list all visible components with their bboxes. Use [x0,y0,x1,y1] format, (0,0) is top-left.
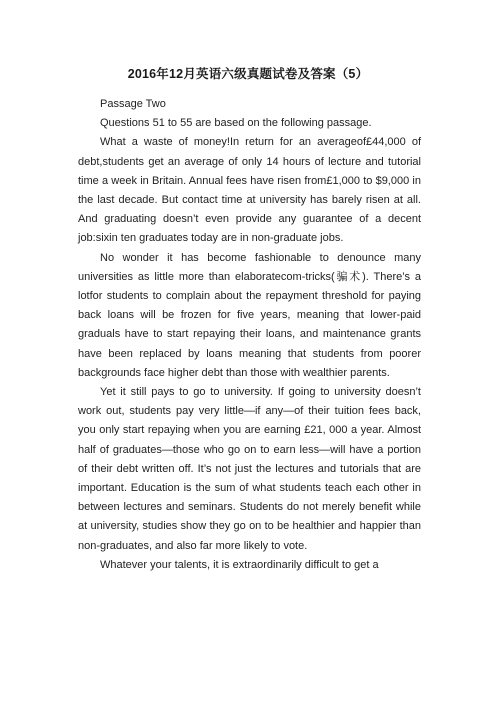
body-paragraph: Yet it still pays to go to university. If going to university doesn’t work out, students pay very little—if any—of their tuition fees back, you only start repaying when you are earning £21, 000 a year. Almost half of graduates—those who go on to earn less—will have a portion of their debt written off. It’s not just the lectures and tutorials that are important. Education is the sum of what students teach each other in between lectures and seminars. Students do not merely benefit while at university, studies show they go on to be healthier and happier than non-graduates, and also far more likely to vote. [78,386,421,552]
document-title: 2016年12月英语六级真题试卷及答案（5） [127,67,369,81]
document-body [78,95,421,575]
body-paragraph: What a waste of money!In return for an averageof£44,000 of debt,students get an average of only 14 hours of lecture and tutorial time a week in Britain. Annual fees have risen from£1,000 to $9,000 in the last decade. But contact time at university has barely risen at all. And graduating doesn’t even provide any guarantee of a decent job:sixin ten graduates today are in non-graduate jobs. [78,136,421,245]
body-paragraph: No wonder it has become fashionable to denounce many universities as little more than elaboratecom-tricks(骗术). There’s a lotfor students to complain about the repayment threshold for paying back loans will be frozen for five years, meaning that lower-paid graduals have to start repaying their loans, and maintenance grants have been replaced by loans meaning that students from poorer backgrounds face higher debt than those with wealthier parents. [78,251,421,379]
passage-heading: Passage Two [100,98,166,110]
questions-instruction: Questions 51 to 55 are based on the following passage. [100,117,372,130]
body-paragraph: Whatever your talents, it is extraordinarily difficult to get a [100,558,379,571]
